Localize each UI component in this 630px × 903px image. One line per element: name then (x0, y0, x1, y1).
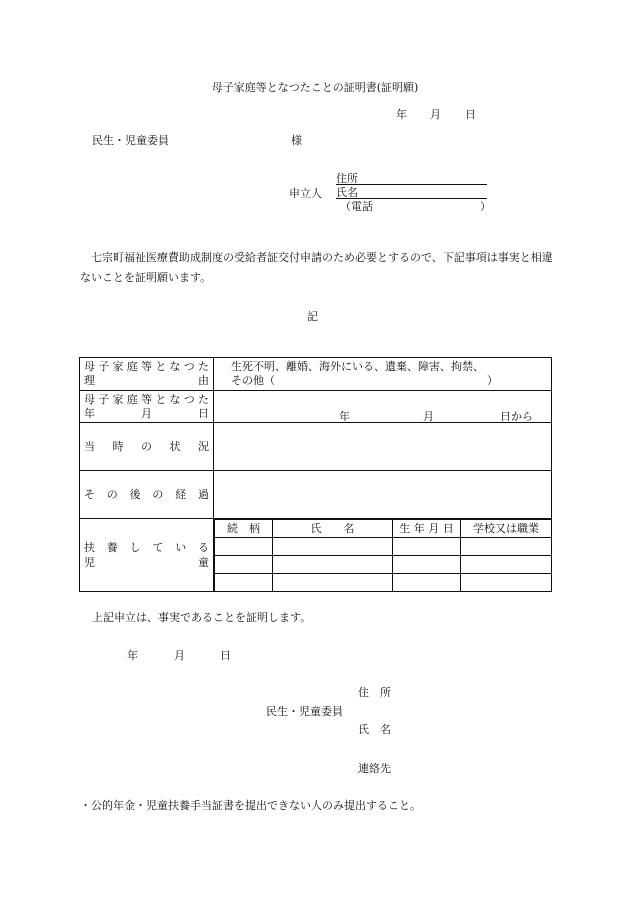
ki-mark: 記 (307, 310, 318, 323)
date-label-cell (80, 391, 214, 423)
date-top-month: 月 (430, 108, 441, 121)
certifier-contact-label: 連絡先 (358, 762, 391, 775)
reason-label-cell (80, 358, 214, 391)
reason-value-cell (214, 358, 552, 391)
situation-after-row (80, 471, 552, 519)
date-year: 年 (339, 410, 350, 423)
date-day-from: 日から (500, 410, 533, 423)
situation-after-label-cell (80, 471, 214, 519)
situation-after-label: そ の 後 の 経 過 (84, 487, 209, 501)
children-header-row (215, 520, 552, 538)
reason-options: 生死不明、離婚、海外にいる、遺棄、障害、拘禁、 (231, 360, 484, 373)
children-row-2 (215, 556, 552, 574)
certify-text: 上記申立は、事実であることを証明します。 (92, 611, 312, 624)
applicant-address-label: 住所 (336, 172, 358, 185)
children-grid (214, 519, 551, 591)
reason-label-line1: 母 子 家 庭 等 と な つ た (84, 360, 209, 373)
applicant-name-field (336, 184, 487, 199)
certificate-table (79, 357, 552, 592)
date-label-line2: 年 月 日 (84, 407, 209, 420)
request-paragraph: 七宗町福祉医療費助成制度の受給者証交付申請のため必要とするので、下記事項は事実と相違ないことを証明願います。 (80, 251, 553, 284)
certifier-title: 民生・児童委員 (266, 705, 343, 718)
applicant-label: 申立人 (289, 187, 322, 200)
situation-then-label-cell (80, 423, 214, 471)
addressee-name: 民生・児童委員 (92, 134, 169, 147)
document-title: 母子家庭等となつたことの証明書(証明願) (211, 81, 419, 94)
applicant-phone-close: ） (480, 200, 491, 213)
applicant-phone-open: （電話 (340, 200, 373, 213)
reason-label-line2: 理 由 (84, 374, 209, 387)
children-label-line1: 扶 養 し て い る (84, 541, 209, 554)
addressee-honorific: 様 (291, 134, 302, 147)
date-top-year: 年 (396, 108, 407, 121)
date-bottom-year: 年 (127, 649, 138, 662)
situation-after-value-cell (214, 471, 552, 519)
date-value-cell (214, 391, 552, 423)
children-grid-cell (214, 519, 552, 592)
date-row (80, 391, 552, 423)
children-row (80, 519, 552, 592)
col-name: 氏 名 (273, 520, 393, 538)
date-label-line1: 母 子 家 庭 等 と な つ た (84, 393, 209, 406)
date-bottom-month: 月 (174, 649, 185, 662)
children-row-3 (215, 574, 552, 592)
col-school-job: 学校又は職業 (461, 520, 552, 538)
certifier-address-label: 住 所 (358, 686, 391, 699)
children-label-line2: 児 童 (84, 556, 209, 569)
reason-row (80, 358, 552, 391)
date-top-day: 日 (465, 108, 476, 121)
situation-then-label: 当 時 の 状 況 (84, 439, 209, 453)
footnote: ・公的年金・児童扶養手当証書を提出できない人のみ提出すること。 (80, 799, 421, 812)
date-bottom-day: 日 (220, 649, 231, 662)
situation-then-row (80, 423, 552, 471)
col-birthdate: 生 年 月 日 (393, 520, 461, 538)
children-label-cell (80, 519, 214, 592)
date-month: 月 (423, 410, 434, 423)
children-row-1 (215, 538, 552, 556)
applicant-name-label: 氏名 (336, 186, 358, 199)
certifier-name-label: 氏 名 (358, 723, 391, 736)
reason-other: その他（ ） (231, 374, 498, 387)
applicant-address-field (336, 170, 487, 185)
col-relation: 続 柄 (215, 520, 273, 538)
situation-then-value-cell (214, 423, 552, 471)
